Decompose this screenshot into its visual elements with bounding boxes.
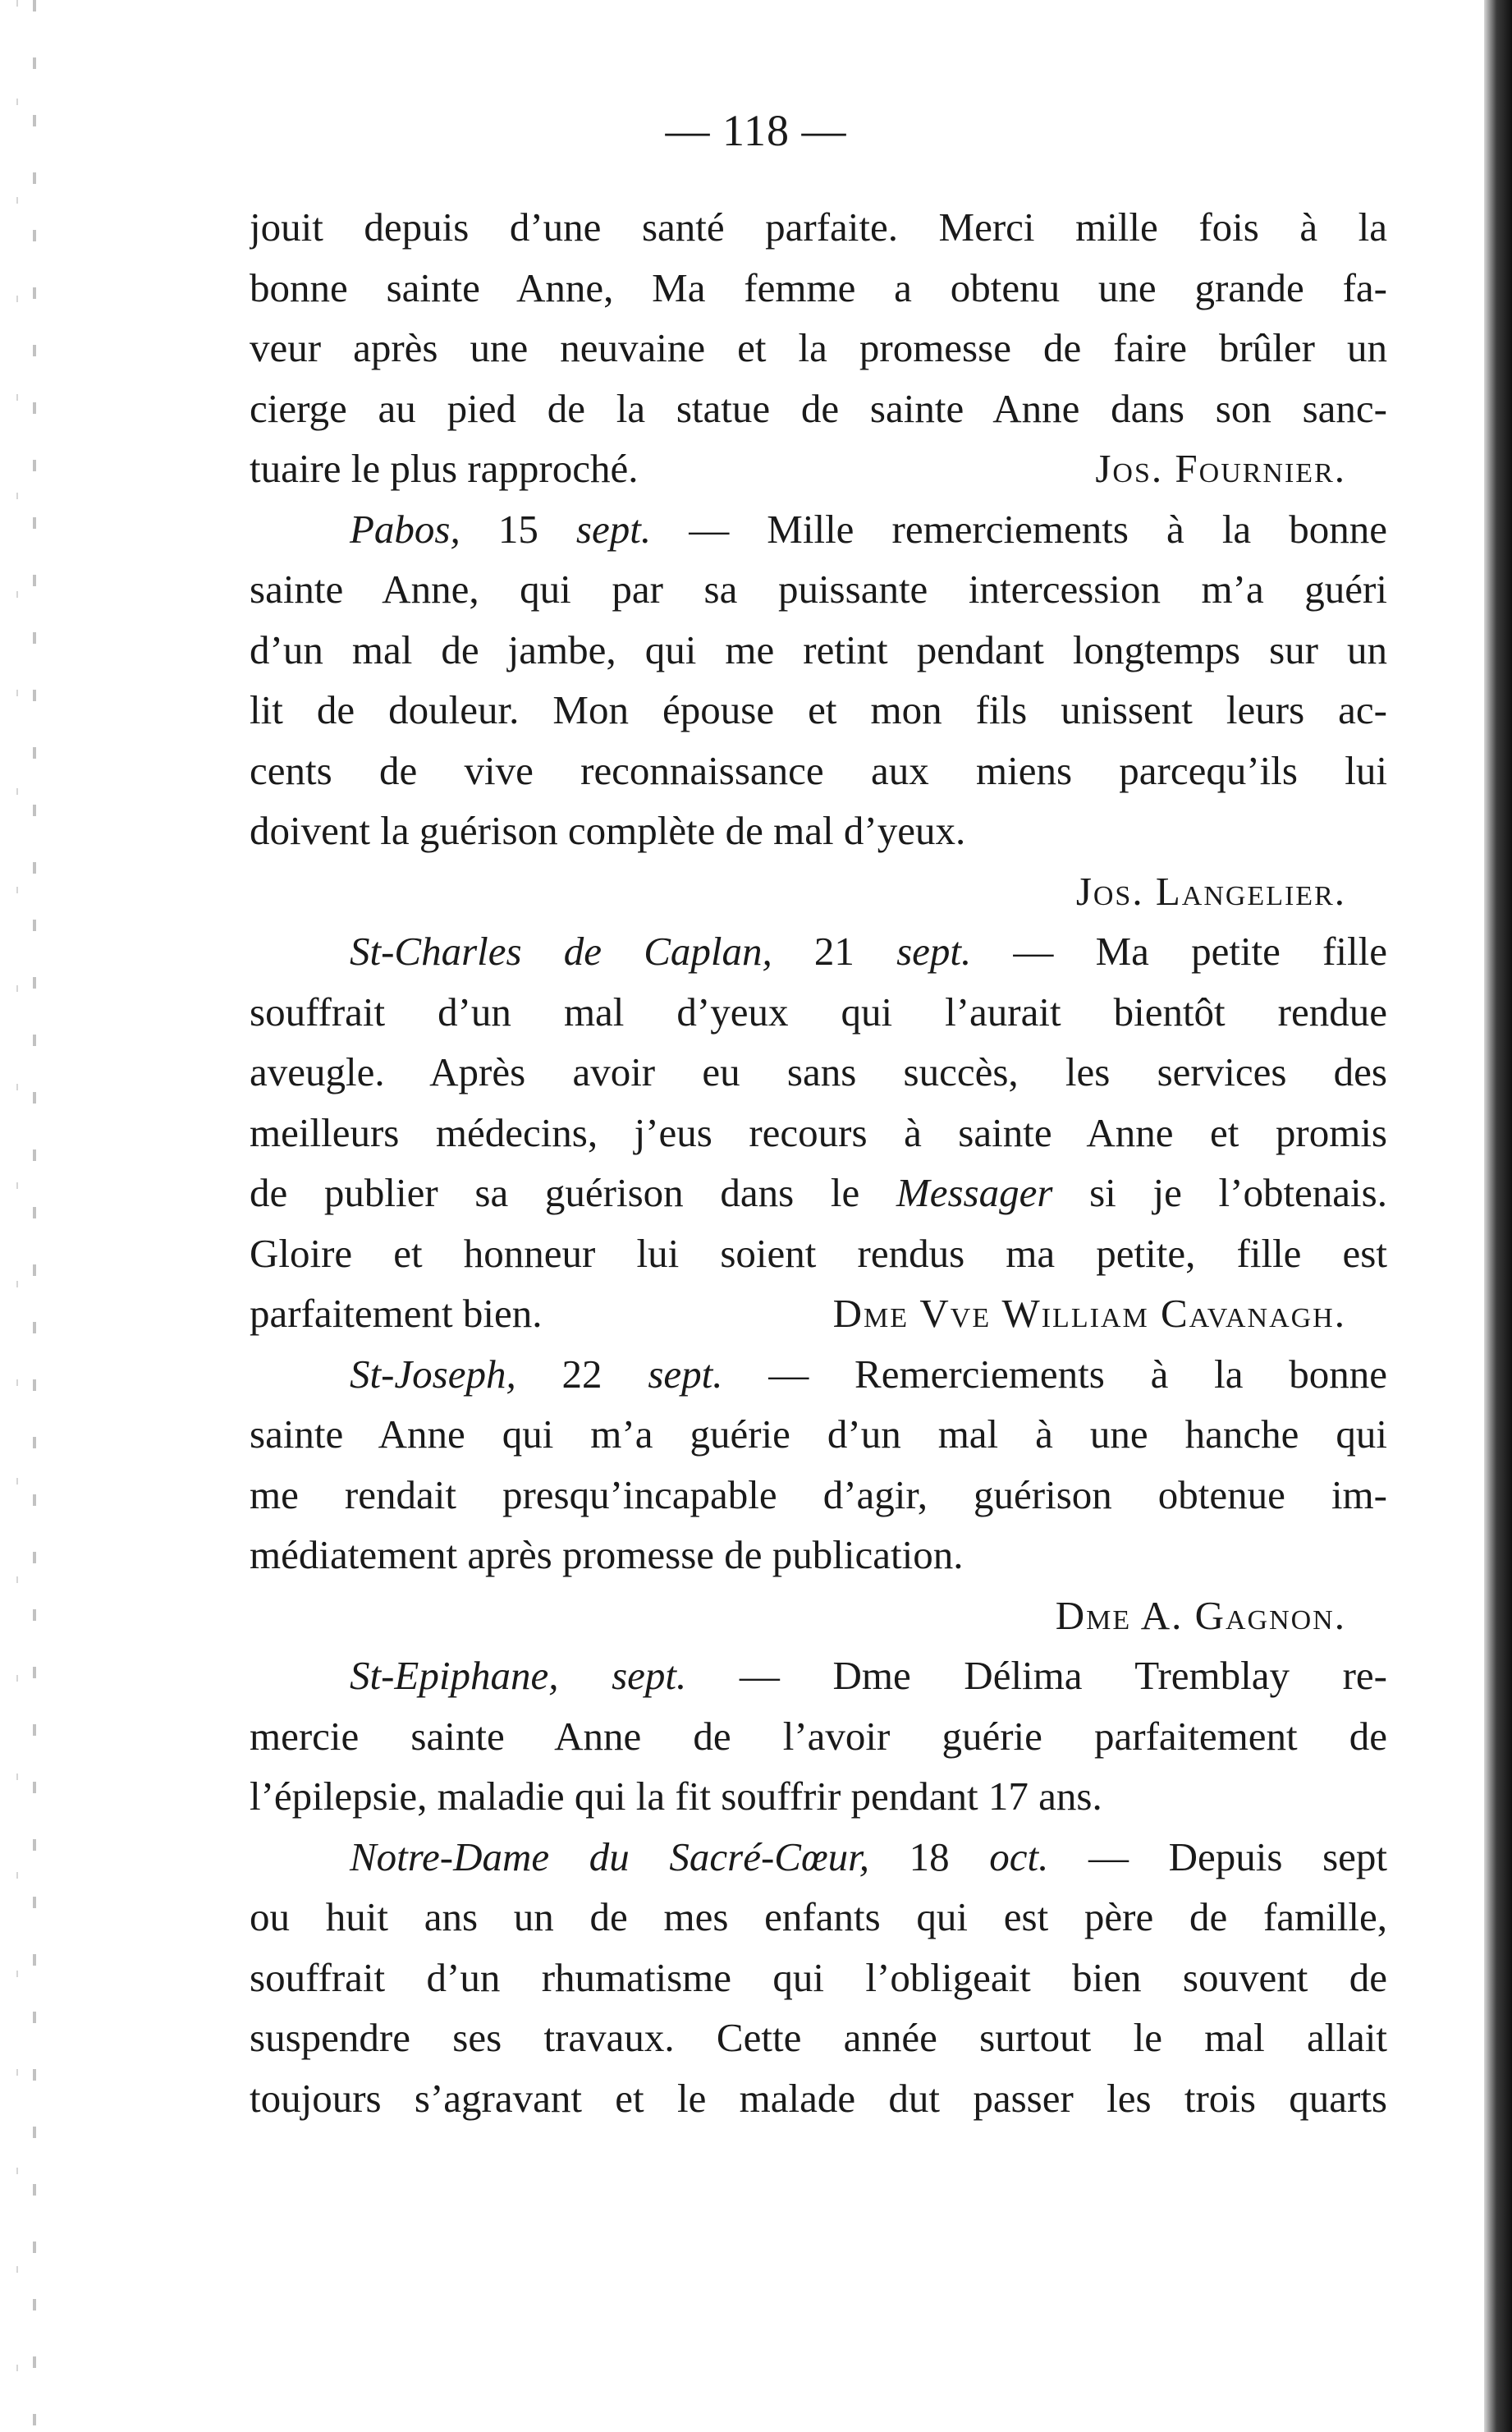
text-line [250,438,1387,499]
text-line: suspendre ses travaux. Cette année surtout le mal allait [250,2015,1387,2060]
text-fragment: si je l’obtenais. [1052,1170,1387,1215]
text-line: souffrait d’un mal d’yeux qui l’aurait bientôt rendue [250,989,1387,1035]
text-line [250,921,1387,982]
date-month: sept. [896,929,972,974]
text-fragment: tuaire le plus rapproché. [250,446,639,491]
scan-edge-left-faint [16,0,18,2432]
page-number: — 118 — [665,106,847,155]
text-fragment: de publier sa guérison dans le [250,1170,896,1215]
text-line: Gloire et honneur lui soient rendus ma petite, fille est [250,1230,1387,1276]
text-line: lit de douleur. Mon épouse et mon fils unissent leurs ac- [250,687,1387,732]
scan-edge-left [33,0,36,2432]
date-number: 18 [869,1833,990,1879]
text-line: l’épilepsie, maladie qui la fit souffrir pendant 17 ans. [250,1774,1102,1819]
place-name: Pabos, [350,506,460,552]
place-name: Notre-Dame du Sacré-Cœur, [350,1833,870,1879]
text-line [250,499,1387,560]
text-line: doivent la guérison complète de mal d’yeux. [250,808,966,853]
text-line [250,1645,1387,1706]
text-line: aveugle. Après avoir eu sans succès, les services des [250,1049,1387,1094]
date-number: 22 [515,1351,648,1397]
text-line: sainte Anne, qui par sa puissante intercession m’a guéri [250,567,1387,612]
text-fragment: — Ma petite fille [971,929,1387,974]
signature: Dme Vve William Cavanagh. [832,1291,1346,1336]
text-line: ou huit ans un de mes enfants qui est père de famille, [250,1894,1387,1939]
text-line: cierge au pied de la statue de sainte Anne dans son sanc- [250,385,1387,431]
text-line: veur après une neuvaine et la promesse de faire brûler un [250,325,1387,370]
date-month: sept. [575,506,652,552]
signature: Dme A. Gagnon. [1055,1592,1346,1638]
text-line: bonne sainte Anne, Ma femme a obtenu une grande fa- [250,264,1387,310]
text-fragment: — Remerciements à la bonne [722,1351,1387,1397]
text-line: toujours s’agravant et le malade dut passer les trois quarts [250,2075,1387,2121]
text-line: jouit depuis d’une santé parfaite. Merci mille fois à la [250,204,1387,250]
publication-title: Messager [896,1170,1053,1215]
body-text [250,197,1387,2128]
date-number: 21 [772,929,897,974]
text-line [250,1163,1387,1223]
text-fragment: — Mille remerciements à la bonne [651,506,1387,552]
text-line: sainte Anne qui m’a guérie d’un mal à une hanche qui [250,1411,1387,1457]
text-line [250,1827,1387,1888]
place-name: St-Epiphane, [350,1653,559,1698]
text-fragment: — Dme Délima Tremblay re- [686,1653,1387,1698]
text-fragment: parfaitement bien. [250,1291,543,1336]
date-month: sept. [648,1351,723,1397]
date-number: 15 [460,506,576,552]
text-line: mercie sainte Anne de l’avoir guérie parfaitement de [250,1713,1387,1759]
text-fragment: — Depuis sept [1048,1833,1387,1879]
text-line: cents de vive reconnaissance aux miens parcequ’ils lui [250,747,1387,793]
place-name: St-Joseph, [350,1351,516,1397]
date-month: sept. [558,1653,687,1698]
text-line [250,1344,1387,1405]
scan-edge-right [1484,0,1512,2432]
text-line: médiatement après promesse de publication. [250,1532,964,1577]
signature: Jos. Fournier. [1095,446,1346,491]
place-name: St-Charles de Caplan, [350,929,772,974]
text-line: d’un mal de jambe, qui me retint pendant longtemps sur un [250,626,1387,672]
text-line [250,1283,1387,1344]
text-line: souffrait d’un rhumatisme qui l’obligeait bien souvent de [250,1954,1387,2000]
signature: Jos. Langelier. [1075,868,1346,914]
text-line: meilleurs médecins, j’eus recours à sainte Anne et promis [250,1109,1387,1155]
text-line: me rendait presqu’incapable d’agir, guérison obtenue im- [250,1471,1387,1517]
date-month: oct. [989,1833,1049,1879]
